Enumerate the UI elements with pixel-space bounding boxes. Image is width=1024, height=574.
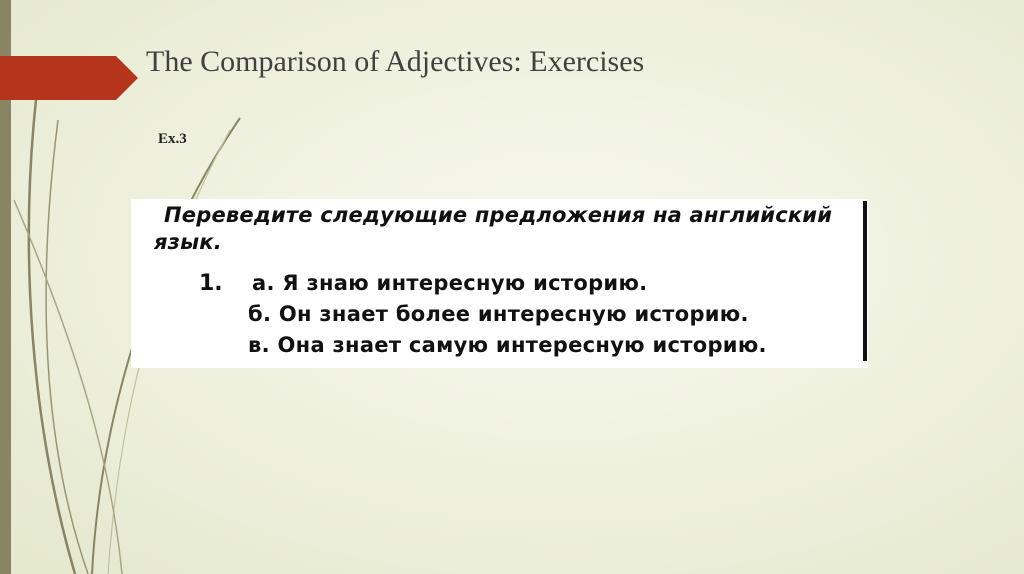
sentence-c: в. Она знает самую интересную историю. xyxy=(248,333,767,357)
exercise-image xyxy=(131,199,868,368)
title-arrow-tab xyxy=(0,56,138,100)
instruction-line-1: Переведите следующие предложения на английский xyxy=(164,203,833,227)
scan-edge-bar xyxy=(863,201,867,361)
instruction-line-2: язык. xyxy=(154,230,222,254)
exercise-instruction xyxy=(154,202,854,256)
slide-title: The Comparison of Adjectives: Exercises xyxy=(146,45,645,78)
exercise-label: Ex.3 xyxy=(158,131,187,147)
exercise-number: 1. xyxy=(199,271,223,296)
sentence-b: б. Он знает более интересную историю. xyxy=(248,302,749,326)
sentence-a: а. Я знаю интересную историю. xyxy=(252,271,648,295)
